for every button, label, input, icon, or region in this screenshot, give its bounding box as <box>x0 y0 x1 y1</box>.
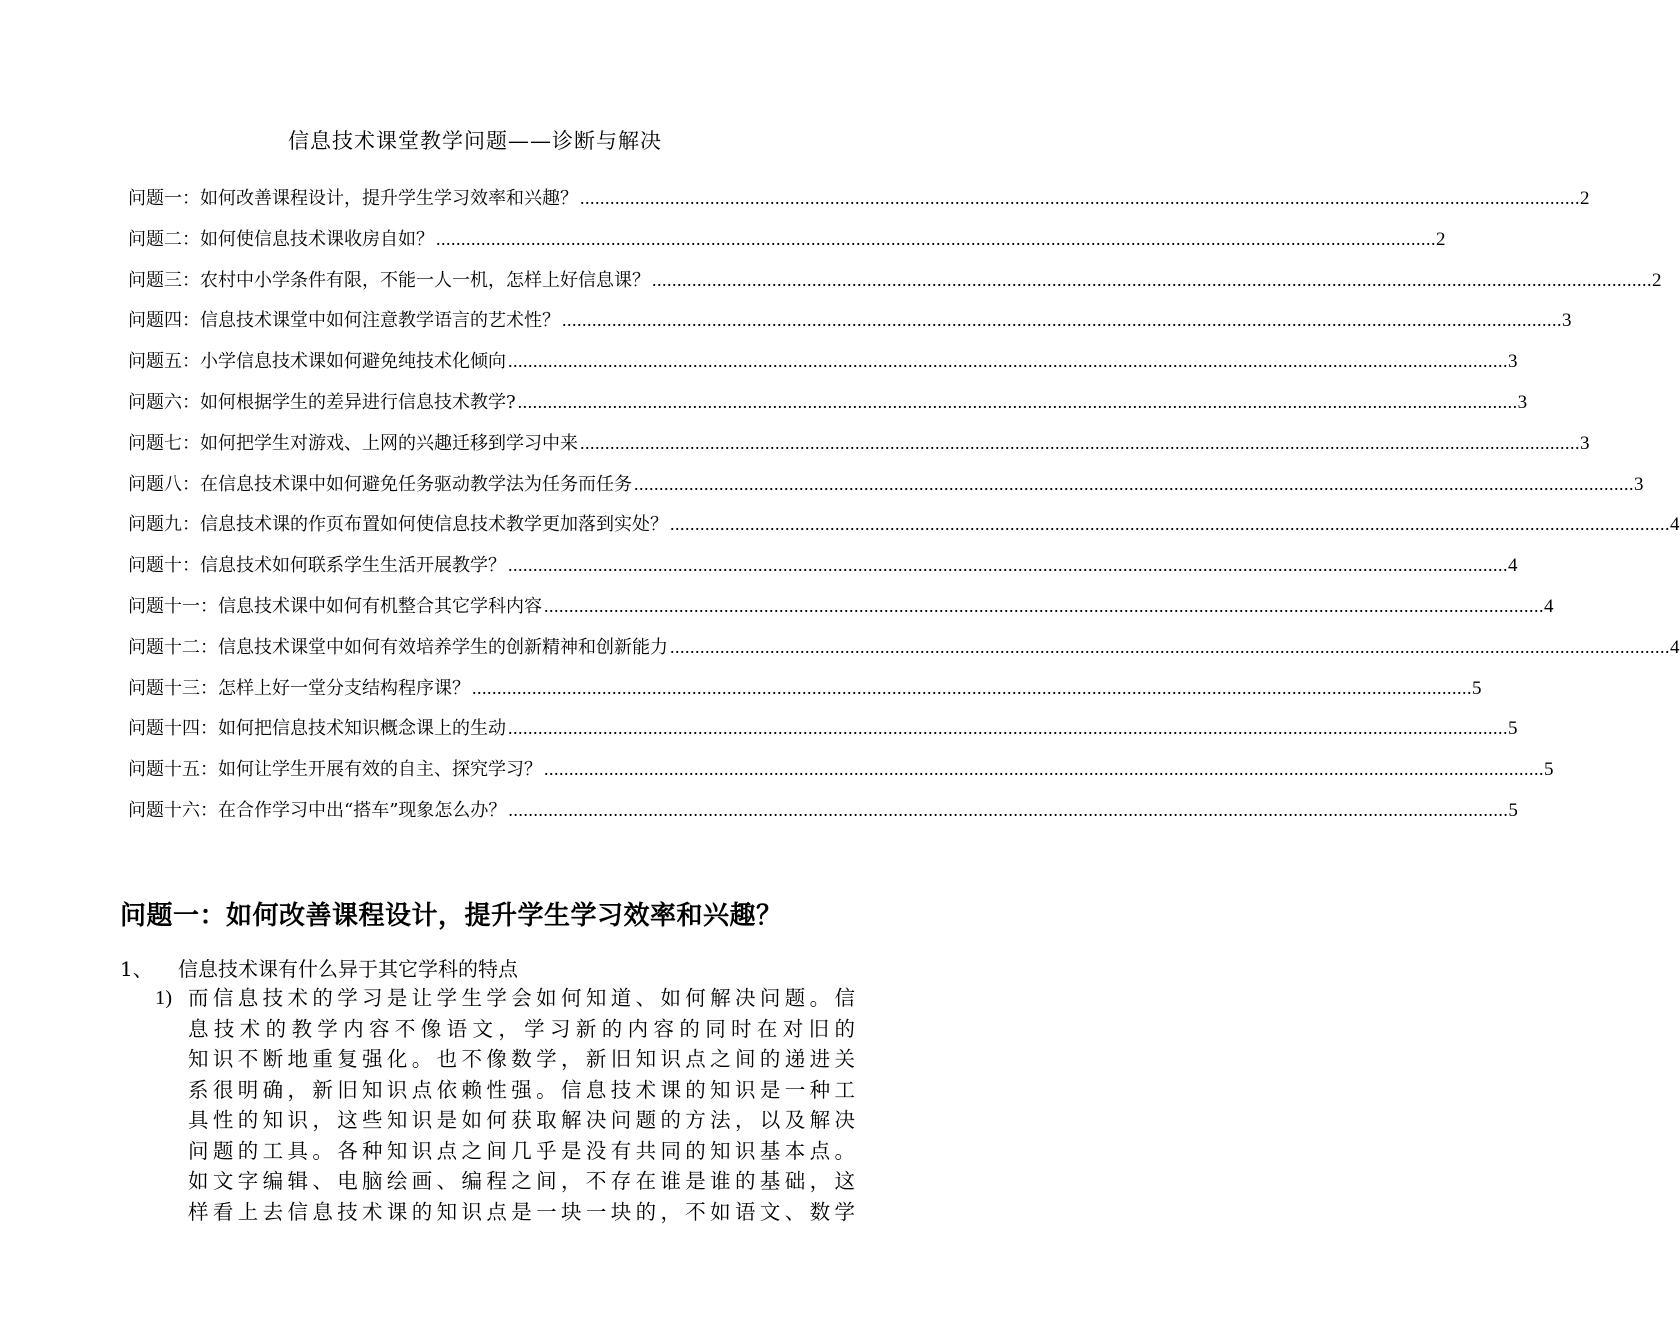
toc-leader-dots: ........................................................................................................................................................................................................ <box>508 555 1508 576</box>
toc-leader-dots: ........................................................................................................................................................................................................ <box>580 188 1580 208</box>
toc-leader-dots: ........................................................................................................................................................................................................ <box>508 351 1508 372</box>
toc-leader-dots: ........................................................................................................................................................................................................ <box>670 514 1670 535</box>
paragraph-line <box>155 1014 855 1045</box>
paragraph-line-text: 知识不断地重复强化。也不像数学，新旧知识点之间的递进关 <box>188 1047 855 1071</box>
toc-page-number: 4 <box>1670 636 1680 658</box>
toc-entry-label: 问题十一：信息技术课中如何有机整合其它学科内容 <box>128 595 542 617</box>
toc-page-number: 2 <box>1652 269 1662 291</box>
list-item-1 <box>120 955 518 983</box>
toc-entry[interactable] <box>128 676 1482 717</box>
table-of-contents <box>128 186 1680 839</box>
paragraph-line-text: 如文字编辑、电脑绘画、编程之间，不存在谁是谁的基础，这 <box>188 1169 855 1193</box>
list-item-number: 1、 <box>120 957 153 981</box>
toc-entry-label: 问题二：如何使信息技术课收房自如？ <box>128 228 434 250</box>
paragraph-line <box>155 1166 855 1197</box>
toc-entry-label: 问题十三：怎样上好一堂分支结构程序课？ <box>128 677 470 699</box>
toc-entry[interactable] <box>128 431 1590 472</box>
toc-page-number: 5 <box>1508 718 1518 740</box>
toc-entry[interactable] <box>128 308 1572 349</box>
toc-page-number: 2 <box>1436 228 1446 250</box>
section-heading: 问题一：如何改善课程设计，提升学生学习效率和兴趣？ <box>120 901 783 931</box>
paragraph-line-text: 息技术的教学内容不像语文，学习新的内容的同时在对旧的 <box>188 1016 855 1041</box>
paragraph-line-text: 问题的工具。各种知识点之间几乎是没有共同的知识基本点。 <box>188 1138 855 1163</box>
toc-leader-dots: ........................................................................................................................................................................................................ <box>634 473 1634 494</box>
toc-entry-label: 问题十：信息技术如何联系学生生活开展教学？ <box>128 555 506 577</box>
toc-entry-label: 问题十四：如何把信息技术知识概念课上的生动 <box>128 718 506 740</box>
toc-leader-dots: ........................................................................................................................................................................................................ <box>652 269 1652 290</box>
toc-entry[interactable] <box>128 553 1518 594</box>
toc-page-number: 5 <box>1508 799 1518 821</box>
toc-leader-dots: ........................................................................................................................................................................................................ <box>562 310 1562 331</box>
toc-entry-label: 问题十六：在合作学习中出“搭车”现象怎么办？ <box>128 799 507 821</box>
sub-item-paragraph <box>155 983 855 1227</box>
toc-leader-dots: ........................................................................................................................................................................................................ <box>670 636 1670 657</box>
paragraph-line-text: 而信息技术的学习是让学生学会如何知道、如何解决问题。信 <box>188 986 855 1010</box>
toc-entry-label: 问题十二：信息技术课堂中如何有效培养学生的创新精神和创新能力 <box>128 636 668 658</box>
toc-entry[interactable] <box>128 268 1662 309</box>
toc-entry[interactable] <box>128 635 1680 676</box>
toc-entry-label: 问题四：信息技术课堂中如何注意教学语言的艺术性？ <box>128 310 560 332</box>
toc-entry-label: 问题六：如何根据学生的差异进行信息技术教学? <box>128 391 516 413</box>
toc-leader-dots: ........................................................................................................................................................................................................ <box>544 759 1544 780</box>
toc-entry-label: 问题一：如何改善课程设计，提升学生学习效率和兴趣？ <box>128 188 578 209</box>
toc-entry[interactable] <box>128 716 1518 757</box>
toc-entry-label: 问题五：小学信息技术课如何避免纯技术化倾向 <box>128 351 506 373</box>
toc-page-number: 4 <box>1508 555 1518 577</box>
toc-entry[interactable] <box>128 798 1518 839</box>
toc-page-number: 3 <box>1508 351 1518 373</box>
toc-leader-dots: ........................................................................................................................................................................................................ <box>517 391 1518 412</box>
toc-page-number: 3 <box>1562 310 1572 332</box>
toc-entry[interactable] <box>128 472 1644 513</box>
list-item-text: 信息技术课有什么异于其它学科的特点 <box>178 957 518 981</box>
toc-page-number: 3 <box>1517 391 1528 413</box>
toc-entry[interactable] <box>128 594 1554 635</box>
toc-leader-dots: ........................................................................................................................................................................................................ <box>580 432 1580 453</box>
toc-page-number: 4 <box>1670 514 1680 536</box>
paragraph-line <box>155 983 855 1014</box>
paragraph-line <box>155 1075 855 1106</box>
toc-leader-dots: ........................................................................................................................................................................................................ <box>472 677 1472 698</box>
toc-leader-dots: ........................................................................................................................................................................................................ <box>544 595 1544 616</box>
toc-leader-dots: ........................................................................................................................................................................................................ <box>508 718 1508 739</box>
toc-leader-dots: ........................................................................................................................................................................................................ <box>436 228 1436 249</box>
paragraph-line <box>155 1136 855 1167</box>
paragraph-line <box>155 1197 855 1228</box>
paragraph-line-text: 样看上去信息技术课的知识点是一块一块的，不如语文、数学 <box>188 1199 855 1224</box>
toc-leader-dots: ........................................................................................................................................................................................................ <box>508 799 1509 820</box>
toc-entry-label: 问题七：如何把学生对游戏、上网的兴趣迁移到学习中来 <box>128 432 578 454</box>
toc-entry[interactable] <box>128 757 1554 798</box>
toc-page-number: 3 <box>1634 473 1644 495</box>
toc-page-number: 3 <box>1580 432 1590 454</box>
toc-page-number: 4 <box>1544 595 1554 617</box>
toc-entry[interactable] <box>128 512 1680 553</box>
paragraph-line <box>155 1105 855 1136</box>
toc-entry-label: 问题九：信息技术课的作页布置如何使信息技术教学更加落到实处？ <box>128 514 668 536</box>
paragraph-line-text: 具性的知识，这些知识是如何获取解决问题的方法，以及解决 <box>188 1108 855 1132</box>
toc-page-number: 5 <box>1544 759 1554 781</box>
paragraph-line-text: 系很明确，新旧知识点依赖性强。信息技术课的知识是一种工 <box>188 1077 855 1102</box>
toc-entry[interactable] <box>128 390 1528 431</box>
paragraph-line <box>155 1044 855 1075</box>
toc-entry-label: 问题八：在信息技术课中如何避免任务驱动教学法为任务而任务 <box>128 473 632 495</box>
document-title: 信息技术课堂教学问题——诊断与解决 <box>288 129 662 153</box>
toc-entry-label: 问题三：农村中小学条件有限，不能一人一机，怎样上好信息课？ <box>128 269 650 291</box>
toc-page-number: 5 <box>1472 677 1482 699</box>
toc-page-number: 2 <box>1580 188 1590 209</box>
toc-entry[interactable] <box>128 227 1446 268</box>
toc-entry[interactable] <box>128 186 1590 227</box>
sub-item-marker: 1) <box>155 987 173 1009</box>
toc-entry[interactable] <box>128 349 1518 390</box>
toc-entry-label: 问题十五：如何让学生开展有效的自主、探究学习？ <box>128 759 542 781</box>
